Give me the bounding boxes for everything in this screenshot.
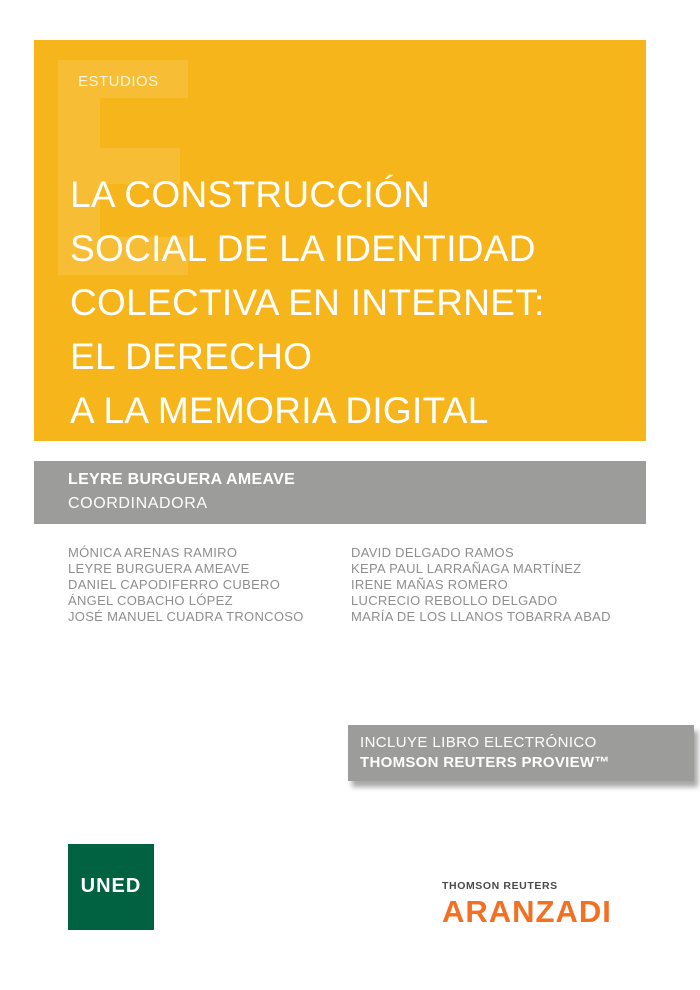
title-line: COLECTIVA EN INTERNET: xyxy=(70,282,545,323)
series-label: ESTUDIOS xyxy=(78,73,159,90)
author-name: KEPA PAUL LARRAÑAGA MARTÍNEZ xyxy=(351,561,582,576)
coordinator-role: COORDINADORA xyxy=(68,495,208,512)
author-name: IRENE MAÑAS ROMERO xyxy=(351,577,509,592)
title-line: EL DERECHO xyxy=(70,336,313,377)
uned-logo xyxy=(68,844,154,930)
ebook-badge-line1: INCLUYE LIBRO ELECTRÓNICO xyxy=(360,734,597,751)
author-name: MARÍA DE LOS LLANOS TOBARRA ABAD xyxy=(351,609,611,624)
ebook-badge-line2: THOMSON REUTERS PROVIEW™ xyxy=(360,754,610,771)
title-line: SOCIAL DE LA IDENTIDAD xyxy=(70,228,536,269)
coordinator-name: LEYRE BURGUERA AMEAVE xyxy=(68,471,296,488)
author-name: DANIEL CAPODIFERRO CUBERO xyxy=(68,577,281,592)
title-panel xyxy=(34,40,646,441)
author-name: MÓNICA ARENAS RAMIRO xyxy=(68,545,238,560)
author-name: LUCRECIO REBOLLO DELGADO xyxy=(351,593,558,608)
uned-logo-text: UNED xyxy=(80,875,142,897)
publisher-logo xyxy=(442,880,622,930)
author-name: LEYRE BURGUERA AMEAVE xyxy=(68,561,250,576)
author-name: ÁNGEL COBACHO LÓPEZ xyxy=(68,593,233,608)
title-line: A LA MEMORIA DIGITAL xyxy=(70,390,489,431)
title-line: LA CONSTRUCCIÓN xyxy=(70,174,431,215)
book-title xyxy=(70,168,630,438)
publisher-imprint: ARANZADI xyxy=(442,894,612,929)
authors-list-left xyxy=(68,545,304,625)
coordinator-band xyxy=(34,461,646,524)
author-name: JOSÉ MANUEL CUADRA TRONCOSO xyxy=(68,609,304,624)
publisher-group: THOMSON REUTERS xyxy=(442,880,558,892)
ebook-badge xyxy=(348,725,694,781)
author-name: DAVID DELGADO RAMOS xyxy=(351,545,514,560)
authors-list-right xyxy=(351,545,611,625)
